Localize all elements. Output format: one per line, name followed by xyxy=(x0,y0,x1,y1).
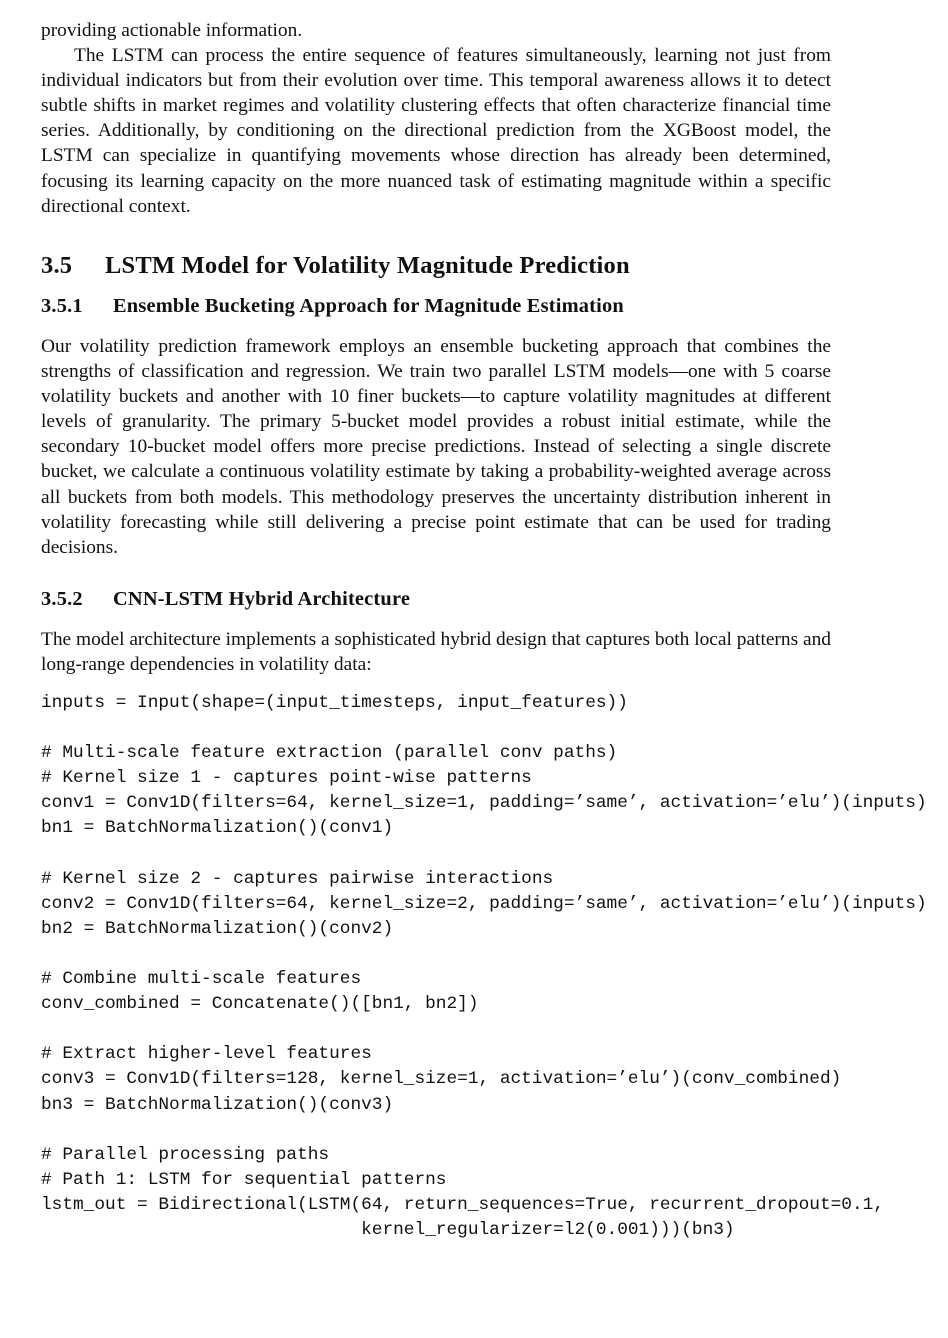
code-line: bn3 = BatchNormalization()(conv3) xyxy=(41,1094,394,1115)
code-line: # Kernel size 1 - captures point-wise patterns xyxy=(41,768,532,789)
code-line: # Path 1: LSTM for sequential patterns xyxy=(41,1169,447,1190)
section-heading xyxy=(41,252,630,280)
subsection-1-body xyxy=(41,334,831,560)
intro-block xyxy=(41,18,831,219)
code-line: conv3 = Conv1D(filters=128, kernel_size=1, activation=’elu’)(conv_combined) xyxy=(41,1069,842,1090)
code-listing xyxy=(41,691,927,1243)
code-line: # Extract higher-level features xyxy=(41,1044,372,1065)
subsection-2-body xyxy=(41,627,831,677)
subsection-2-title: CNN-LSTM Hybrid Architecture xyxy=(113,588,411,610)
subsection-2-number: 3.5.2 xyxy=(41,588,83,610)
code-line: bn1 = BatchNormalization()(conv1) xyxy=(41,818,394,839)
code-line xyxy=(41,942,927,967)
code-line: inputs = Input(shape=(input_timesteps, input_features)) xyxy=(41,693,628,713)
subsection-1-title: Ensemble Bucketing Approach for Magnitude Estimation xyxy=(113,295,624,317)
code-line: conv_combined = Concatenate()([bn1, bn2]) xyxy=(41,994,479,1015)
code-line: conv1 = Conv1D(filters=64, kernel_size=1, padding=’same’, activation=’elu’)(inputs) xyxy=(41,793,927,814)
subsection-heading-1 xyxy=(41,295,624,318)
code-line: # Combine multi-scale features xyxy=(41,969,362,990)
intro-paragraph: The LSTM can process the entire sequence of features simultaneously, learning not just from individual indicators but from their evolution over time. This temporal awareness allows it to detect subtle shifts in market regimes and volatility clustering effects that often characterize financial time series. Additionally, by conditioning on the directional prediction from the XGBoost model, the LSTM can specialize in quantifying movements whose direction has already been determined, focusing its learning capacity on the more nuanced task of estimating magnitude within a specific directional context. xyxy=(41,45,831,217)
section-number: 3.5 xyxy=(41,252,73,279)
code-line: # Multi-scale feature extraction (parallel conv paths) xyxy=(41,743,618,764)
code-line xyxy=(41,842,927,867)
subsection-1-paragraph: Our volatility prediction framework employs an ensemble bucketing approach that combines the strengths of classification and regression. We train two parallel LSTM models—one with 5 coarse volatility buckets and another with 10 finer buckets—to capture volatility magnitudes at different levels of granularity. The primary 5-bucket model provides a robust initial estimate, while the secondary 10-bucket model offers more precise predictions. Instead of selecting a single discrete bucket, we calculate a continuous volatility estimate by taking a probability-weighted average across all buckets from both models. This methodology preserves the uncertainty distribution inherent in volatility forecasting while still delivering a precise point estimate that can be used for trading decisions. xyxy=(41,336,831,558)
code-line xyxy=(41,1017,927,1042)
code-line: conv2 = Conv1D(filters=64, kernel_size=2, padding=’same’, activation=’elu’)(inputs) xyxy=(41,893,927,914)
code-line xyxy=(41,1118,927,1143)
code-line: kernel_regularizer=l2(0.001)))(bn3) xyxy=(41,1219,735,1240)
subsection-1-number: 3.5.1 xyxy=(41,295,83,317)
intro-continuation: providing actionable information. xyxy=(41,20,303,41)
code-line xyxy=(41,716,927,741)
subsection-heading-2 xyxy=(41,588,410,611)
code-line: bn2 = BatchNormalization()(conv2) xyxy=(41,918,394,939)
code-line: lstm_out = Bidirectional(LSTM(64, return_sequences=True, recurrent_dropout=0.1, xyxy=(41,1194,884,1215)
code-line: # Parallel processing paths xyxy=(41,1144,330,1165)
subsection-2-paragraph: The model architecture implements a sophisticated hybrid design that captures both local patterns and long-range dependencies in volatility data: xyxy=(41,629,831,676)
section-title: LSTM Model for Volatility Magnitude Prediction xyxy=(105,252,630,279)
code-line: # Kernel size 2 - captures pairwise interactions xyxy=(41,868,554,889)
